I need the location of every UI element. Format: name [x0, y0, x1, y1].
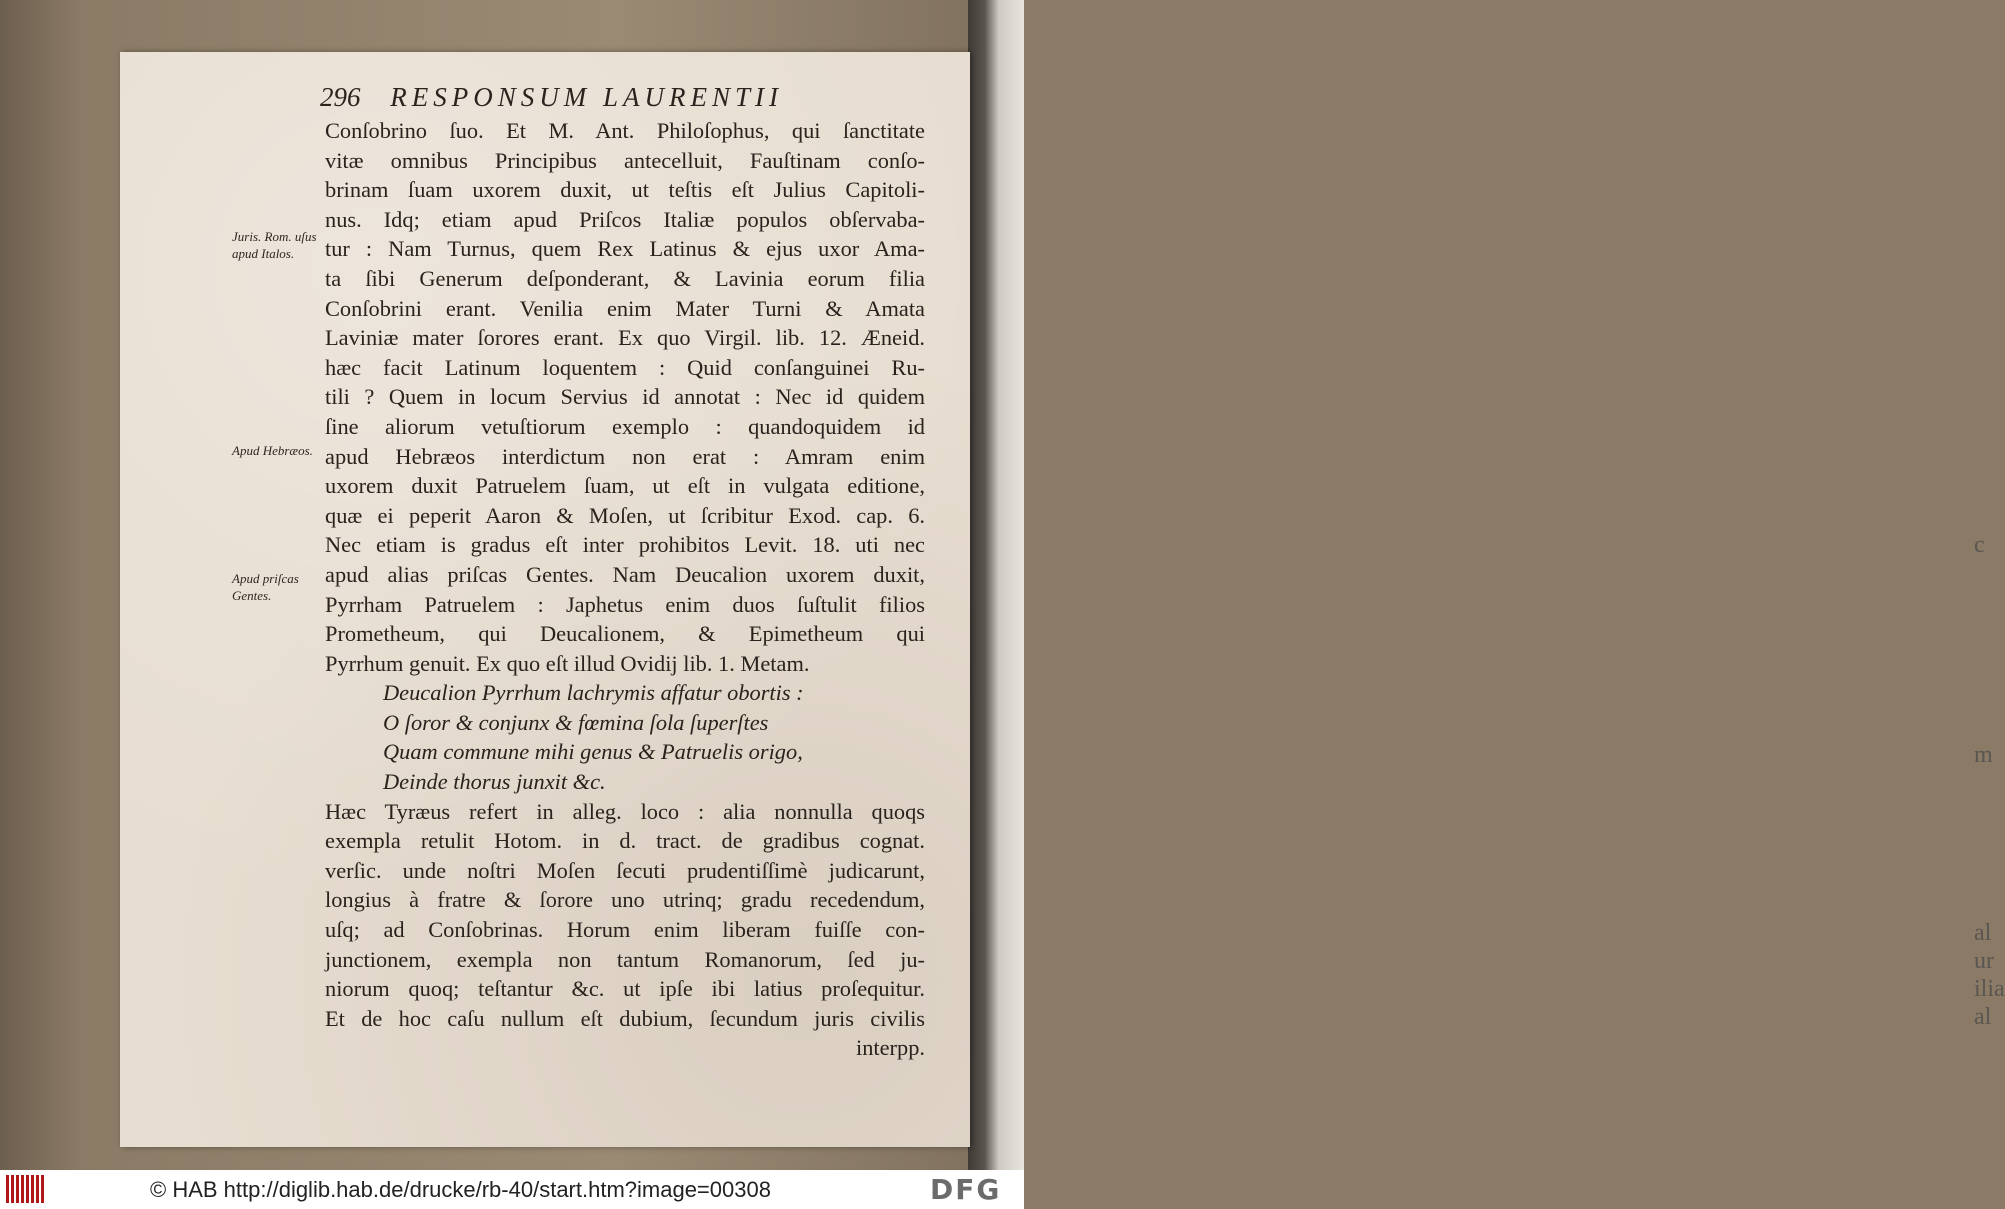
text-line: quæ ei peperit Aaron & Moſen, ut ſcribitur Exod. cap. 6.: [325, 502, 925, 528]
text-line: ſine aliorum vetuſtiorum exemplo : quandoquidem id: [325, 413, 925, 439]
verse-line: Quam commune mihi genus & Patruelis origo,: [383, 739, 803, 765]
adjacent-page-edge: [968, 0, 2005, 1170]
main-text: [325, 116, 925, 1063]
page-number: 296: [320, 82, 361, 112]
spine-letter: m: [1974, 742, 1993, 768]
text-line: Hæc Tyræus refert in alleg. loco : alia nonnulla quoqs: [325, 798, 925, 824]
text-line: hæc facit Latinum loquentem : Quid conſanguinei Ru-: [325, 354, 925, 380]
spine-letter: c: [1974, 532, 1985, 558]
verse-line: O ſoror & conjunx & fœmina ſola ſuperſtes: [383, 709, 769, 735]
text-line: Nec etiam is gradus eſt inter prohibitos Levit. 18. uti nec: [325, 532, 925, 558]
text-line: Laviniæ mater ſorores erant. Ex quo Virgil. lib. 12. Æneid.: [325, 325, 925, 351]
spine-letter: ilia: [1974, 976, 2005, 1002]
text-line: vitæ omnibus Principibus antecelluit, Fauſtinam conſo-: [325, 147, 925, 173]
text-line: tili ? Quem in locum Servius id annotat : Nec id quidem: [325, 384, 925, 410]
text-line: exempla retulit Hotom. in d. tract. de gradibus cognat.: [325, 828, 925, 854]
text-line: niorum quoq; teſtantur &c. ut ipſe ibi latius proſequitur.: [325, 976, 925, 1002]
text-line: uſq; ad Conſobrinas. Horum enim liberam fuiſſe con-: [325, 917, 925, 943]
text-line: longius à fratre & ſorore uno utrinq; gradu recedendum,: [325, 887, 925, 913]
viewer-footer: [0, 1170, 1024, 1209]
text-line: nus. Idq; etiam apud Priſcos Italiæ populos obſervaba-: [325, 206, 925, 232]
copyright-link[interactable]: © HAB http://diglib.hab.de/drucke/rb-40/start.htm?image=00308: [150, 1177, 771, 1202]
text-line: Prometheum, qui Deucalionem, & Epimetheum qui: [325, 621, 925, 647]
text-line: Et de hoc caſu nullum eſt dubium, ſecundum juris civilis: [325, 1005, 925, 1031]
text-line: uxorem duxit Patruelem ſuam, ut eſt in vulgata editione,: [325, 473, 925, 499]
dfg-logo: DFG: [930, 1173, 1002, 1206]
margin-note: Juris. Rom. uſus apud Italos.: [232, 229, 317, 261]
text-line: brinam ſuam uxorem duxit, ut teſtis eſt Julius Capitoli-: [325, 177, 925, 203]
spine-letter: ur: [1974, 948, 1994, 974]
margin-note: Apud Hebræos.: [232, 443, 313, 458]
running-title: RESPONSUM LAURENTII: [390, 82, 783, 112]
text-line: ta ſibi Generum deſponderant, & Lavinia eorum filia: [325, 265, 925, 291]
margin-note: Apud priſcas Gentes.: [232, 571, 299, 603]
text-line: Pyrrham Patruelem : Japhetus enim duos ſuſtulit filios: [325, 591, 925, 617]
verse-line: Deinde thorus junxit &c.: [383, 769, 606, 795]
spine-letter: al: [1974, 920, 1992, 946]
text-line: Conſobrini erant. Venilia enim Mater Turni & Amata: [325, 295, 925, 321]
text-line: verſic. unde noſtri Moſen ſecuti prudentiſſimè judicarunt,: [325, 857, 925, 883]
text-line: apud Hebræos interdictum non erat : Amram enim: [325, 443, 925, 469]
book-page: [120, 52, 970, 1147]
catchword: interpp.: [855, 1035, 925, 1061]
text-line: apud alias priſcas Gentes. Nam Deucalion uxorem duxit,: [325, 561, 925, 587]
verse-line: Deucalion Pyrrhum lachrymis affatur obortis :: [383, 680, 804, 706]
text-line: junctionem, exempla non tantum Romanorum, ſed ju-: [325, 946, 925, 972]
text-line: Pyrrhum genuit. Ex quo eſt illud Ovidij lib. 1. Metam.: [325, 650, 810, 676]
text-line: Conſobrino ſuo. Et M. Ant. Philoſophus, qui ſanctitate: [325, 118, 925, 143]
spine-letter: al: [1974, 1004, 1992, 1030]
library-logo-icon: [6, 1175, 46, 1203]
running-header: [320, 82, 850, 113]
text-line: tur : Nam Turnus, quem Rex Latinus & ejus uxor Ama-: [325, 236, 925, 262]
